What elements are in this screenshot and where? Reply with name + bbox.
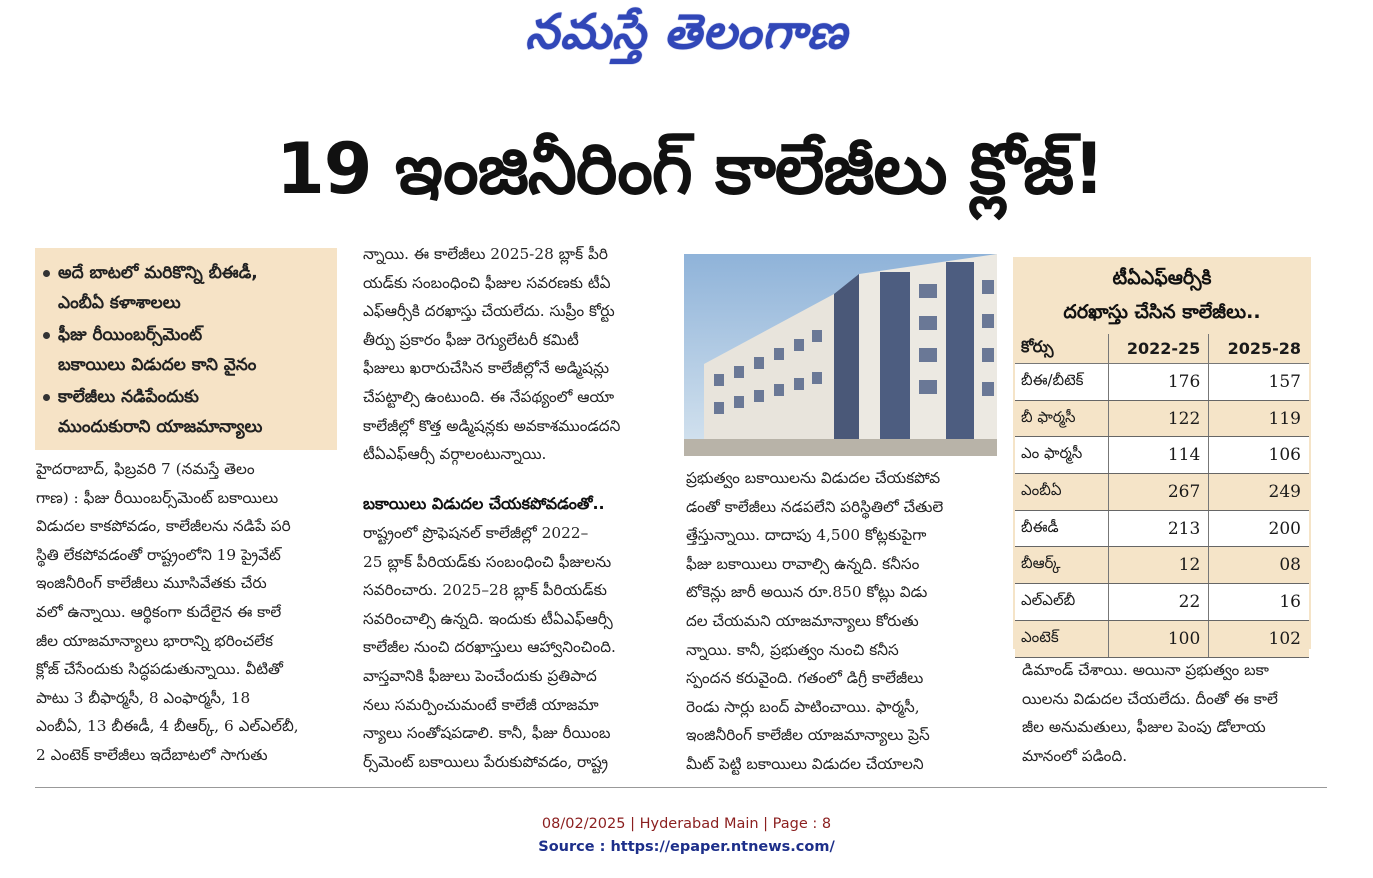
highlight-item	[43, 320, 333, 380]
count-2022-25: 213	[1108, 510, 1209, 547]
highlight-line: బకాయిలు విడుదల కాని వైనం	[58, 355, 257, 375]
building-image	[684, 254, 997, 456]
course-cell: బీఈ/బీటెక్	[1015, 364, 1108, 401]
highlight-line: ఫీజు రీయింబర్స్‌మెంట్	[58, 325, 203, 345]
table-row	[1015, 510, 1309, 547]
page-info: 08/02/2025 | Hyderabad Main | Page : 8	[541, 816, 832, 832]
course-cell: ఎంటెక్	[1015, 620, 1108, 657]
count-2025-28: 102	[1209, 620, 1309, 657]
article-column-2-top: న్నాయి. ఈ కాలేజీలు 2025-28 బ్లాక్ పీరి యడ్‌కు సంబంధించి ఫీజుల సవరణకు టీఏ ఎఫ్‌ఆర్సీకి దరఖాస్తు చేయలేదు. సుప్రీం కోర్టు తీర్పు ప్రకారం ఫీజు రెగ్యులేటరీ కమిటీ ఫీజులు ఖరారుచేసిన కాలేజీల్లోనే అడ్మిషన్లు చేపట్టాల్సి ఉంటుంది. ఈ నేపథ్యంలో ఆయా కాలేజీల్లో కొత్త అడ్మిషన్లకు అవకాశముండదని టీఏఎఫ్‌ఆర్సీ వర్గాలంటున్నాయి.	[363, 245, 621, 464]
bullet-icon	[43, 394, 50, 401]
table-row	[1015, 547, 1309, 584]
article-column-1: హైదరాబాద్, ఫిబ్రవరి 7 (నమస్తే తెలం గాణ) : ఫీజు రీయింబర్స్‌మెంట్ బకాయిలు విడుదల కాకపోవడం, కాలేజీలను నడిపే పరి స్థితి లేకపోవడంతో రాష్ట్రంలోని 19 ప్రైవేట్ ఇంజినీరింగ్ కాలేజీలు మూసివేతకు చేరు వలో ఉన్నాయి. ఆర్థికంగా కుదేలైన ఈ కాలే జీల యాజమాన్యాలు భారాన్ని భరించలేక క్లోజ్ చేసేందుకు సిద్ధపడుతున్నాయి. వీటితో పాటు 3 బీఫార్మసీ, 8 ఎంఫార్మసీ, 18 ఎంబీఏ, 13 బీఈడీ, 4 బీఆర్క్, 6 ఎల్‌ఎల్‌బీ, 2 ఎంటెక్ కాలేజీలు ఇదేబాటలో సాగుతు	[36, 460, 299, 764]
table-title-line2: దరఖాస్తు చేసిన కాలేజీలు..	[1063, 301, 1261, 323]
count-2022-25: 22	[1108, 584, 1209, 621]
count-2025-28: 157	[1209, 364, 1309, 401]
divider	[35, 787, 1327, 788]
table-row	[1015, 584, 1309, 621]
colleges-table	[1015, 334, 1309, 658]
count-2025-28: 249	[1209, 474, 1309, 511]
course-cell: ఎల్‌ఎల్‌బీ	[1015, 584, 1108, 621]
header-course: కోర్సు	[1015, 334, 1108, 364]
table-row	[1015, 437, 1309, 474]
college-building-photo	[684, 254, 997, 456]
table-title-line1: టీఏఎఫ్‌ఆర్సీకి	[1112, 267, 1212, 289]
bullet-icon	[43, 332, 50, 339]
table-header-row	[1015, 334, 1309, 364]
article-column-2-bottom: రాష్ట్రంలో ప్రొఫెషనల్ కాలేజీల్లో 2022– 25 బ్లాక్ పీరియడ్‌కు సంబంధించి ఫీజులను సవరించారు. 2025–28 బ్లాక్ పీరియడ్‌కు సవరించాల్సి ఉన్నది. ఇందుకు టీఏఎఫ్‌ఆర్సీ కాలేజీల నుంచి దరఖాస్తులు ఆహ్వానించింది. వాస్తవానికి ఫీజులు పెంచేందుకు ప్రతిపాద నలు సమర్పించుమంటే కాలేజీ యాజమా న్యాలు సంతోషపడాలి. కానీ, ఫీజు రీయింబ ర్స్‌మెంట్ బకాయిలు పేరుకుపోవడం, రాష్ట్ర	[363, 524, 616, 771]
highlight-item	[43, 258, 333, 318]
article-column-3: ప్రభుత్వం బకాయిలను విడుదల చేయకపోవ డంతో కాలేజీలు నడపలేని పరిస్థితిలో చేతులె త్తేస్తున్నాయి. దాదాపు 4,500 కోట్లకుపైగా ఫీజు బకాయిలు రావాల్సి ఉన్నది. కనీసం టోకెన్లు జారీ అయిన రూ.850 కోట్లు విడు దల చేయమని యాజమాన్యాలు కోరుతు న్నాయి. కానీ, ప్రభుత్వం నుంచి కనీస స్పందన కరువైంది. గతంలో డిగ్రీ కాలేజీలు రెండు సార్లు బంద్ పాటించాయి. ఫార్మసీ, ఇంజినీరింగ్ కాలేజీల యాజమాన్యాలు ప్రెస్ మీట్ పెట్టి బకాయిలు విడుదల చేయాలని	[686, 469, 944, 773]
subheading: బకాయిలు విడుదల చేయకపోవడంతో..	[363, 494, 605, 513]
count-2022-25: 176	[1108, 364, 1209, 401]
count-2022-25: 122	[1108, 400, 1209, 437]
bullet-icon	[43, 270, 50, 277]
highlight-line: అదే బాటలో మరికొన్ని బీఈడీ,	[58, 263, 258, 283]
count-2025-28: 119	[1209, 400, 1309, 437]
count-2025-28: 08	[1209, 547, 1309, 584]
course-cell: ఎంబీఏ	[1015, 474, 1108, 511]
count-2022-25: 114	[1108, 437, 1209, 474]
table-row	[1015, 620, 1309, 657]
article-column-4: డిమాండ్ చేశాయి. అయినా ప్రభుత్వం బకా యిలను విడుదల చేయలేదు. దీంతో ఈ కాలే జీల అనుమతులు, ఫీజుల పెంపు డోలాయ మానంలో పడింది.	[1022, 661, 1278, 765]
count-2025-28: 16	[1209, 584, 1309, 621]
highlight-line: ముందుకురాని యాజమాన్యాలు	[58, 417, 263, 437]
source-link[interactable]: Source : https://epaper.ntnews.com/	[538, 839, 835, 855]
highlight-line: ఎంబీఏ కళాశాలలు	[58, 293, 181, 313]
header-2022-25: 2022-25	[1108, 334, 1209, 364]
count-2025-28: 106	[1209, 437, 1309, 474]
table-row	[1015, 400, 1309, 437]
highlights-box	[35, 248, 337, 450]
table-row	[1015, 474, 1309, 511]
count-2022-25: 100	[1108, 620, 1209, 657]
masthead-title: నమస్తే తెలంగాణ	[525, 4, 848, 60]
count-2025-28: 200	[1209, 510, 1309, 547]
course-cell: బీఆర్క్	[1015, 547, 1108, 584]
count-2022-25: 267	[1108, 474, 1209, 511]
course-cell: ఎం ఫార్మసీ	[1015, 437, 1108, 474]
highlight-item	[43, 382, 333, 442]
course-cell: బీఈడీ	[1015, 510, 1108, 547]
table-row	[1015, 364, 1309, 401]
count-2022-25: 12	[1108, 547, 1209, 584]
headline: 19 ఇంజినీరింగ్ కాలేజీలు క్లోజ్!	[276, 128, 1104, 210]
highlight-line: కాలేజీలు నడిపేందుకు	[58, 387, 199, 407]
header-2025-28: 2025-28	[1209, 334, 1309, 364]
course-cell: బీ ఫార్మసీ	[1015, 400, 1108, 437]
